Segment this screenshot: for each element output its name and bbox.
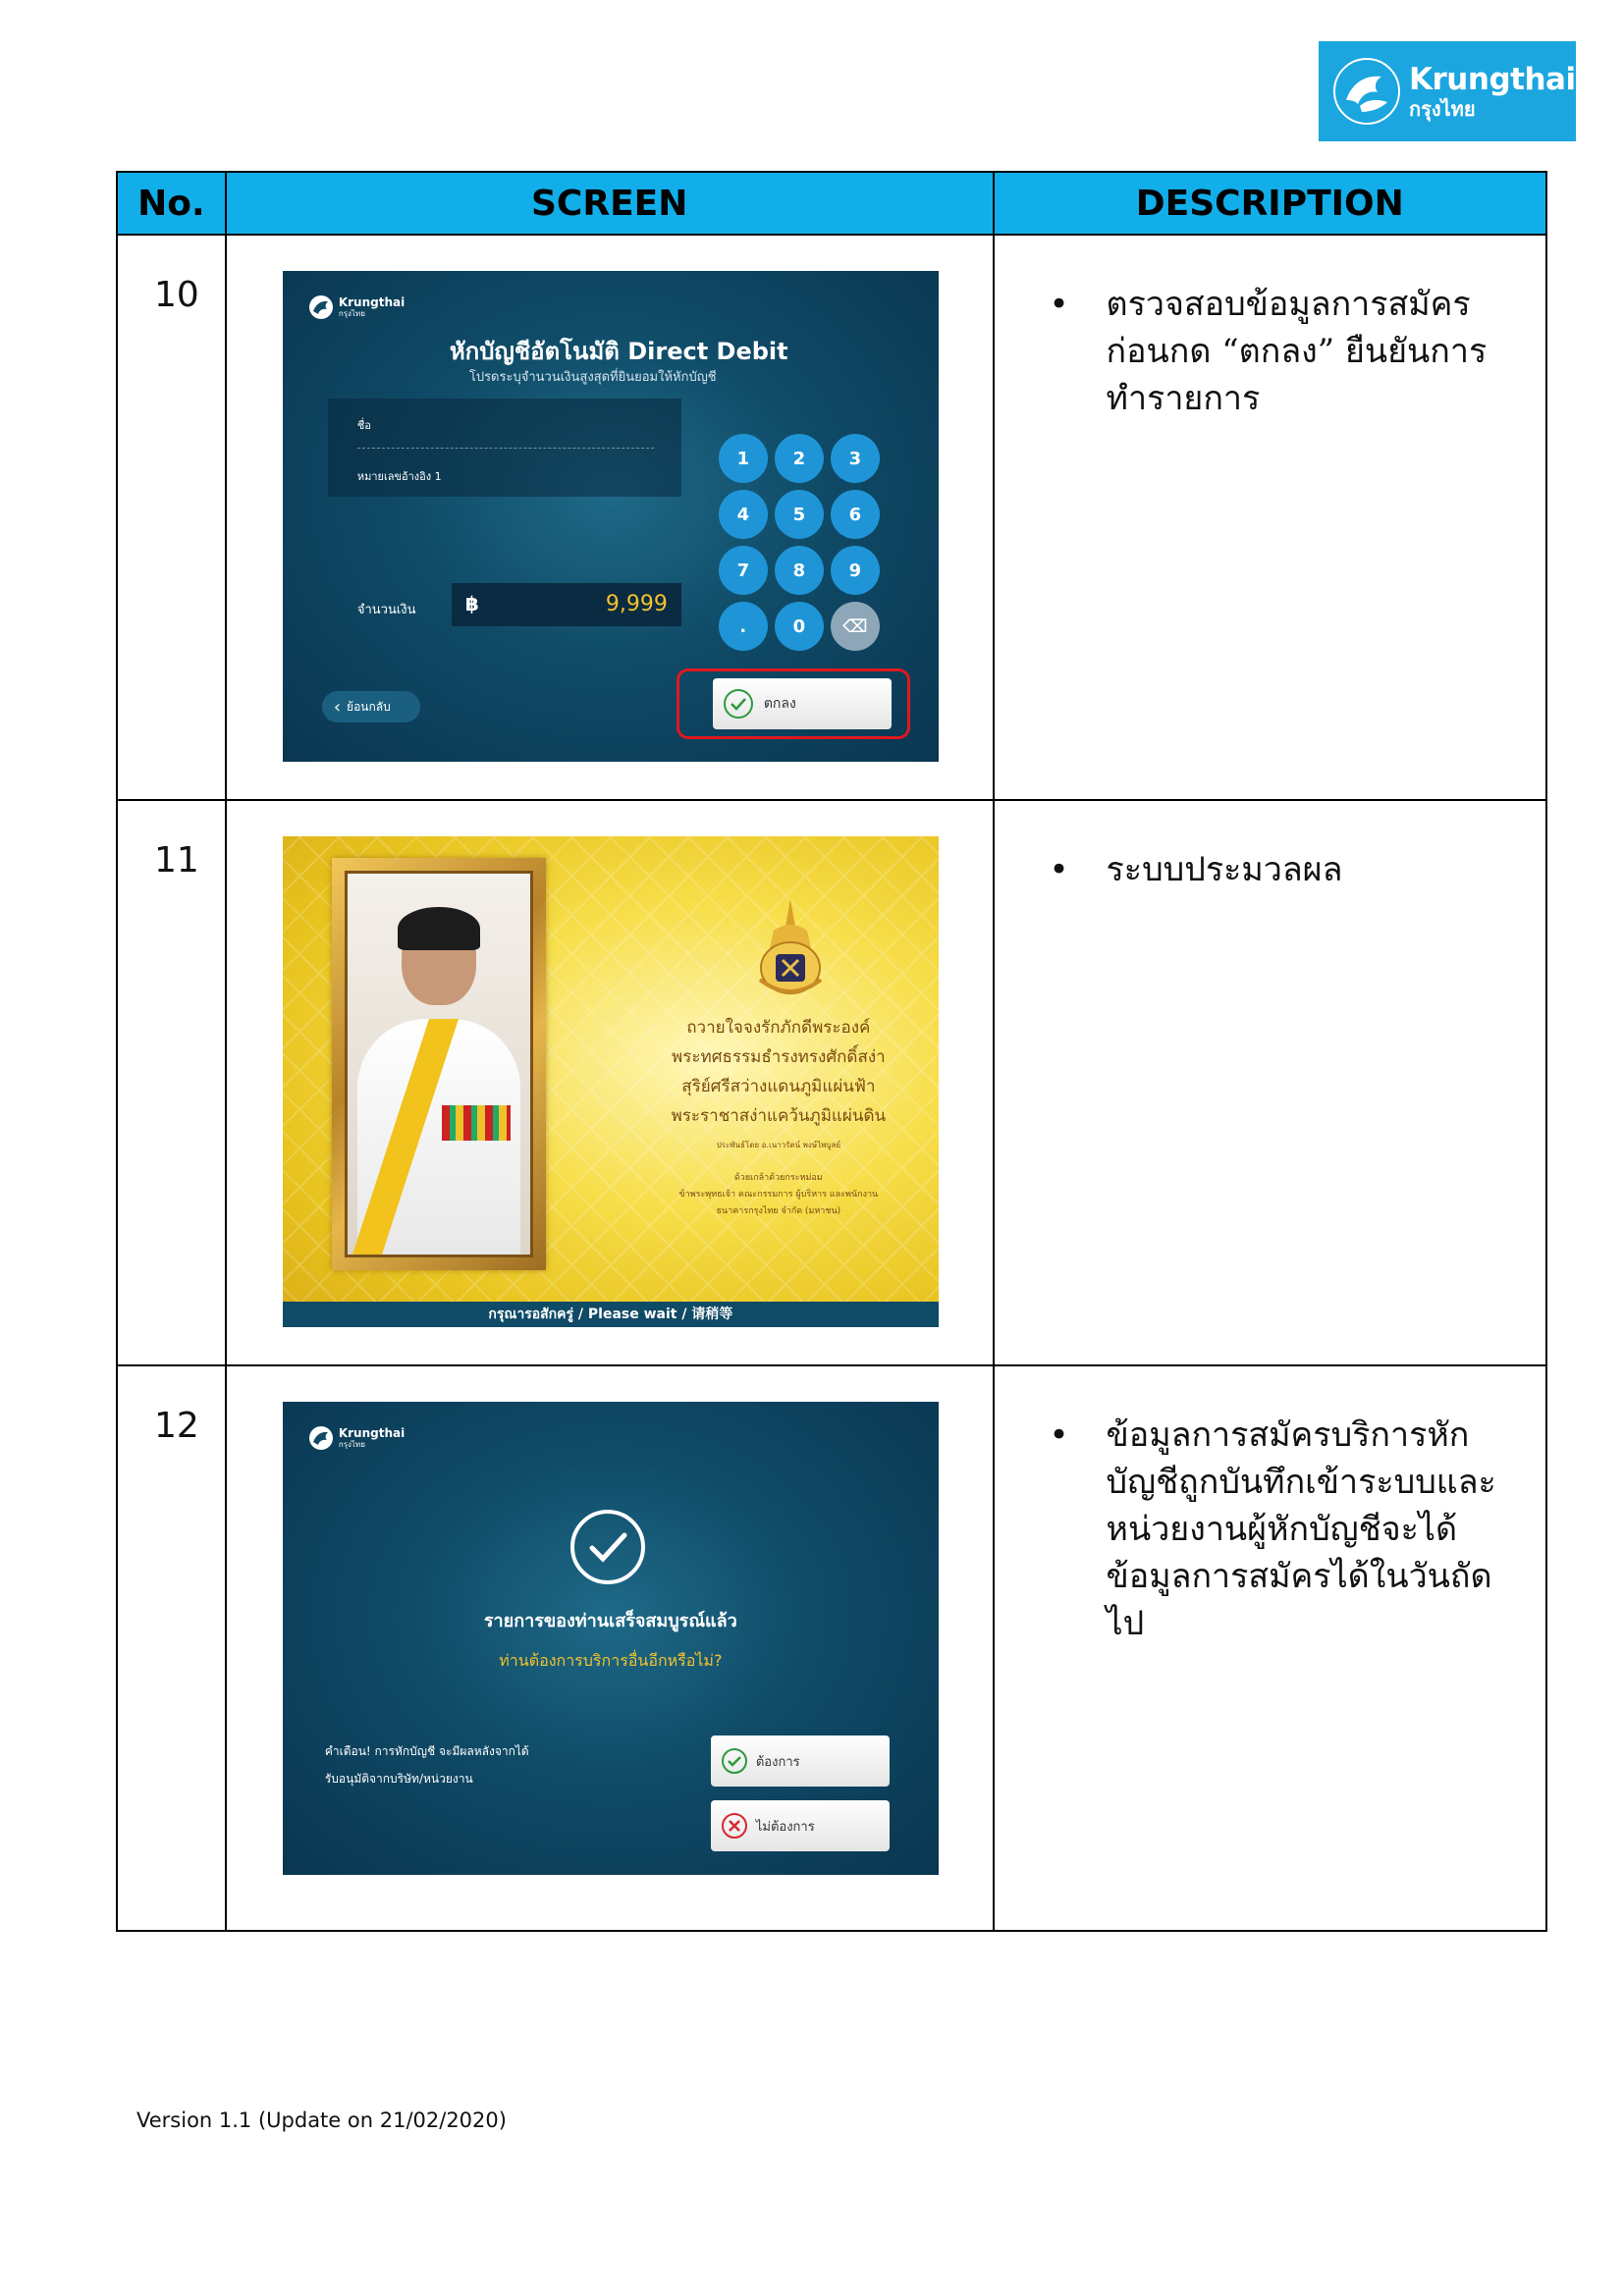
krungthai-bird-icon [1332,57,1401,126]
logo-name-en: Krungthai [1409,61,1576,97]
poem-line-2: พระทศธรรมธำรงทรงศักดิ์สง่า [672,1047,886,1067]
royal-emblem-icon [746,897,835,1005]
please-wait-bar: กรุณารอสักครู่ / Please wait / 请稍等 [283,1302,939,1327]
x-circle-icon [721,1812,748,1840]
ok-button-label: ตกลง [763,696,796,712]
amount-field[interactable] [452,583,681,626]
dashed-divider [357,448,654,449]
version-footer: Version 1.1 (Update on 21/02/2020) [136,2109,507,2132]
field-ref-label: หมายเลขอ้างอิง 1 [356,470,442,483]
screen-description-table [116,171,1547,1932]
yes-button-label: ต้องการ [755,1754,800,1770]
atm-screen-direct-debit-amount [283,271,939,762]
krungthai-bird-icon [308,294,334,320]
logo-name-th: กรุงไทย [1409,96,1476,121]
header-screen: SCREEN [226,172,994,235]
row-number: 12 [117,1365,226,1931]
screen-cell [226,1365,994,1931]
baht-currency-symbol: ฿ [464,592,479,615]
warning-line-1: คำเตือน! การหักบัญชี จะมีผลหลังจากได้ [324,1744,529,1758]
amount-label: จำนวนเงิน [356,603,416,617]
screen-cell [226,235,994,800]
dedication [636,1170,921,1220]
backspace-key[interactable]: ⌫ [831,602,880,651]
poem-line-3: สุริย์ศรีสว่างแดนภูมิแผ่นฟ้า [681,1077,876,1096]
poem-author: ประพันธ์โดย อ.เนาวรัตน์ พงษ์ไพบูลย์ [716,1141,841,1149]
screen-brand: Krungthai [338,1426,406,1440]
portrait-hair [398,907,480,950]
check-circle-icon [723,688,754,720]
row-number: 11 [117,800,226,1365]
description-cell [994,1365,1546,1931]
screen-logo [308,294,405,320]
yes-button[interactable] [711,1735,890,1787]
table-row [117,800,1546,1365]
screen-logo [308,1425,405,1451]
back-button-label: ย้อนกลับ [347,699,391,714]
ok-button[interactable] [713,678,892,729]
key-1[interactable]: 1 [719,434,768,483]
screen-brand-th: กรุงไทย [338,309,365,318]
table-row [117,1365,1546,1931]
no-button[interactable] [711,1800,890,1851]
approval-warning [325,1737,529,1792]
atm-screen-please-wait [283,836,939,1327]
screen-cell [226,800,994,1365]
portrait-medals [442,1105,511,1141]
description-text: • ข้อมูลการสมัครบริการหักบัญชีถูกบันทึกเข้าระบบและหน่วยงานผู้หักบัญชีจะได้ข้อมูลการสมัครได้ในวันถัดไป [1050,1412,1518,1647]
key-2[interactable]: 2 [775,434,824,483]
amount-value: 9,999 [605,592,668,616]
chevron-left-icon: ‹ [333,696,342,718]
table-row [117,235,1546,800]
screen-title: หักบัญชีอัตโนมัติ Direct Debit [449,338,788,365]
description-text: • ระบบประมวลผล [1050,846,1518,893]
dedication-line-2: ข้าพระพุทธเจ้า คณะกรรมการ ผู้บริหาร และพนักงาน [678,1190,879,1200]
key-3[interactable]: 3 [831,434,880,483]
screen-brand-th: กรุงไทย [338,1440,365,1449]
key-8[interactable]: 8 [775,546,824,595]
no-button-label: ไม่ต้องการ [755,1819,815,1835]
row-number: 10 [117,235,226,800]
more-service-question: ท่านต้องการบริการอื่นอีกหรือไม่? [499,1651,723,1670]
dedication-line-1: ด้วยเกล้าด้วยกระหม่อม [733,1173,823,1183]
description-text: • ตรวจสอบข้อมูลการสมัครก่อนกด “ตกลง” ยืนยันการทำรายการ [1050,281,1518,422]
krungthai-logo [1319,41,1576,141]
poem-line-4: พระราชาสง่าแคว้นภูมิแผ่นดิน [671,1106,887,1126]
table-header-row [117,172,1546,235]
key-7[interactable]: 7 [719,546,768,595]
key-0[interactable]: 0 [775,602,824,651]
tribute-poem [636,1013,921,1131]
completion-title: รายการของท่านเสร็จสมบูรณ์แล้ว [483,1611,737,1631]
krungthai-bird-icon [308,1425,334,1451]
check-circle-icon [721,1747,748,1775]
key-9[interactable]: 9 [831,546,880,595]
account-info-panel [328,399,681,497]
royal-portrait [345,871,533,1257]
warning-line-2: รับอนุมัติจากบริษัท/หน่วยงาน [324,1772,473,1786]
key-6[interactable]: 6 [831,490,880,539]
screen-brand: Krungthai [338,295,406,309]
description-cell [994,235,1546,800]
screen-subtitle: โปรดระบุจำนวนเงินสูงสุดที่ยินยอมให้หักบัญชี [468,370,717,385]
back-button[interactable] [322,691,420,722]
key-5[interactable]: 5 [775,490,824,539]
dedication-line-3: ธนาคารกรุงไทย จำกัด (มหาชน) [716,1206,841,1216]
success-check-icon [568,1508,647,1586]
header-description: DESCRIPTION [994,172,1546,235]
royal-portrait-frame [332,858,546,1270]
header-no: No. [117,172,226,235]
key-4[interactable]: 4 [719,490,768,539]
poem-line-1: ถวายใจจงรักภักดีพระองค์ [686,1018,871,1038]
atm-screen-transaction-complete [283,1402,939,1875]
key-dot[interactable]: . [719,602,768,651]
field-name-label: ชื่อ [356,419,371,432]
description-cell [994,800,1546,1365]
